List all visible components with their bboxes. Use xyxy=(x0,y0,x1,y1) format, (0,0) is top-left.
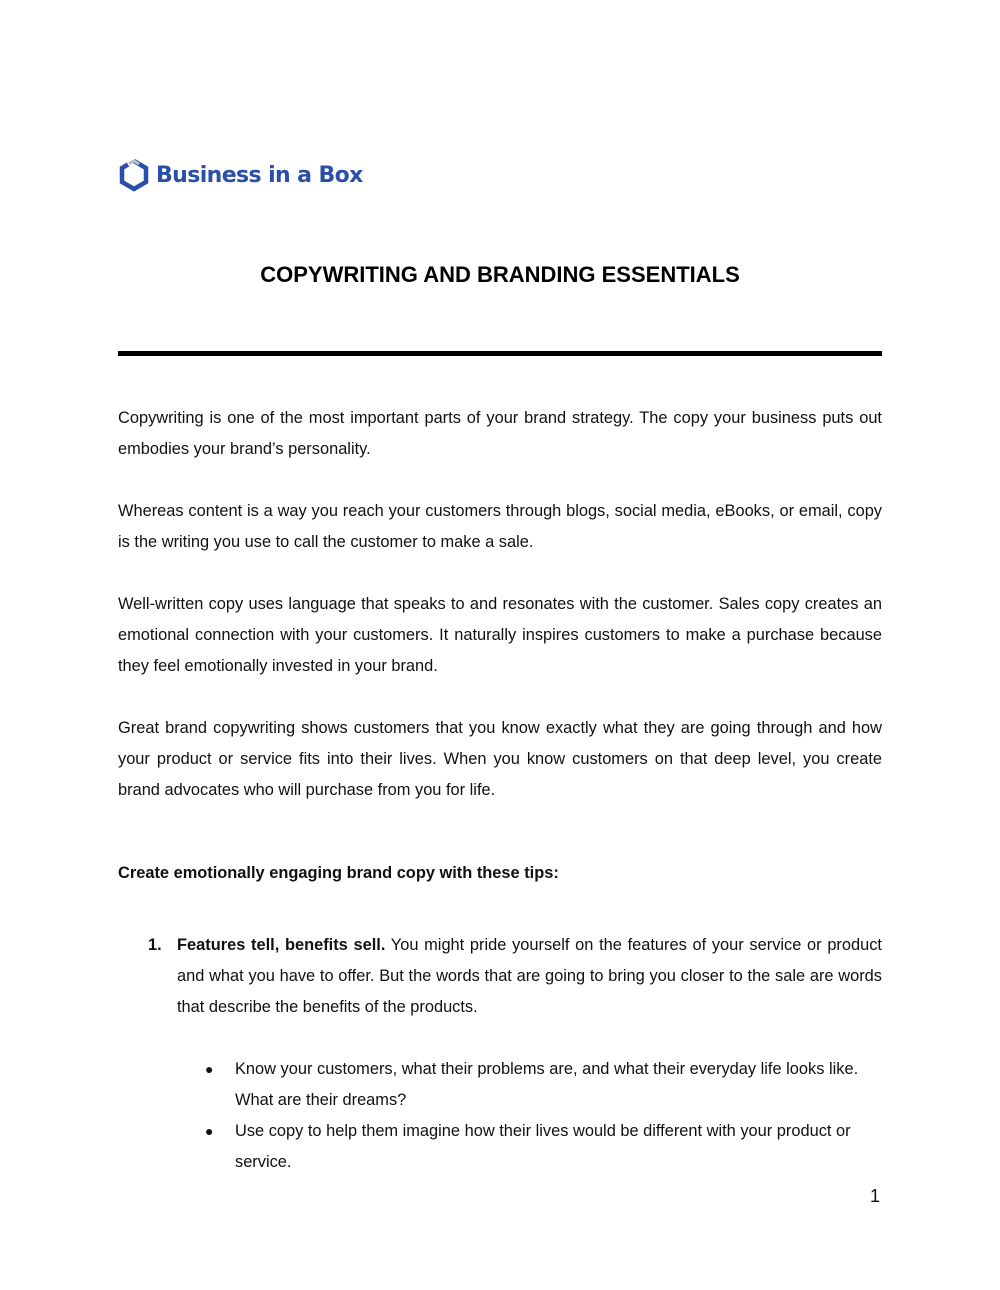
tip-text: You might pride yourself on the features of your service or product and what you have to offer. But the words that are going to bring you closer to the sale are words that describe the benefits of the products. xyxy=(177,936,882,1016)
bullet-text: Know your customers, what their problems are, and what their everyday life looks like. What are their dreams? xyxy=(235,1060,859,1109)
brand-logo xyxy=(119,157,363,193)
hexagon-box-icon xyxy=(119,158,149,192)
logo-text: Business in a Box xyxy=(156,162,363,188)
paragraph-well-written-copy: Well-written copy uses language that speaks to and resonates with the customer. Sales copy creates an emotional connection with your customers. It naturally inspires customers to make a purchase because they feel emotionally invested in your brand. xyxy=(118,595,882,675)
paragraph-content-vs-copy: Whereas content is a way you reach your customers through blogs, social media, eBooks, or email, copy is the writing you use to call the customer to make a sale. xyxy=(118,502,882,551)
tip-number: 1. xyxy=(148,936,162,954)
list-item xyxy=(118,1054,882,1116)
tip-body xyxy=(177,930,882,1023)
tip-bullet-list xyxy=(118,1054,882,1178)
tip-item xyxy=(118,930,882,1023)
bullet-icon: ● xyxy=(205,1123,214,1139)
tip-bold-lead: Features tell, benefits sell. xyxy=(177,936,386,954)
paragraph-great-copywriting: Great brand copywriting shows customers that you know exactly what they are going through and how your product or service fits into their lives. When you know customers on that deep level, you create brand advocates who will purchase from you for life. xyxy=(118,719,882,799)
bullet-icon: ● xyxy=(205,1061,214,1077)
paragraph-intro: Copywriting is one of the most important parts of your brand strategy. The copy your business puts out embodies your brand’s personality. xyxy=(118,409,882,458)
page-number: 1 xyxy=(870,1186,881,1206)
list-item xyxy=(118,1116,882,1178)
document-title: COPYWRITING AND BRANDING ESSENTIALS xyxy=(260,262,740,287)
tips-subheading: Create emotionally engaging brand copy with these tips: xyxy=(118,864,559,882)
title-divider xyxy=(118,351,882,356)
bullet-text: Use copy to help them imagine how their lives would be different with your product or service. xyxy=(235,1122,851,1171)
